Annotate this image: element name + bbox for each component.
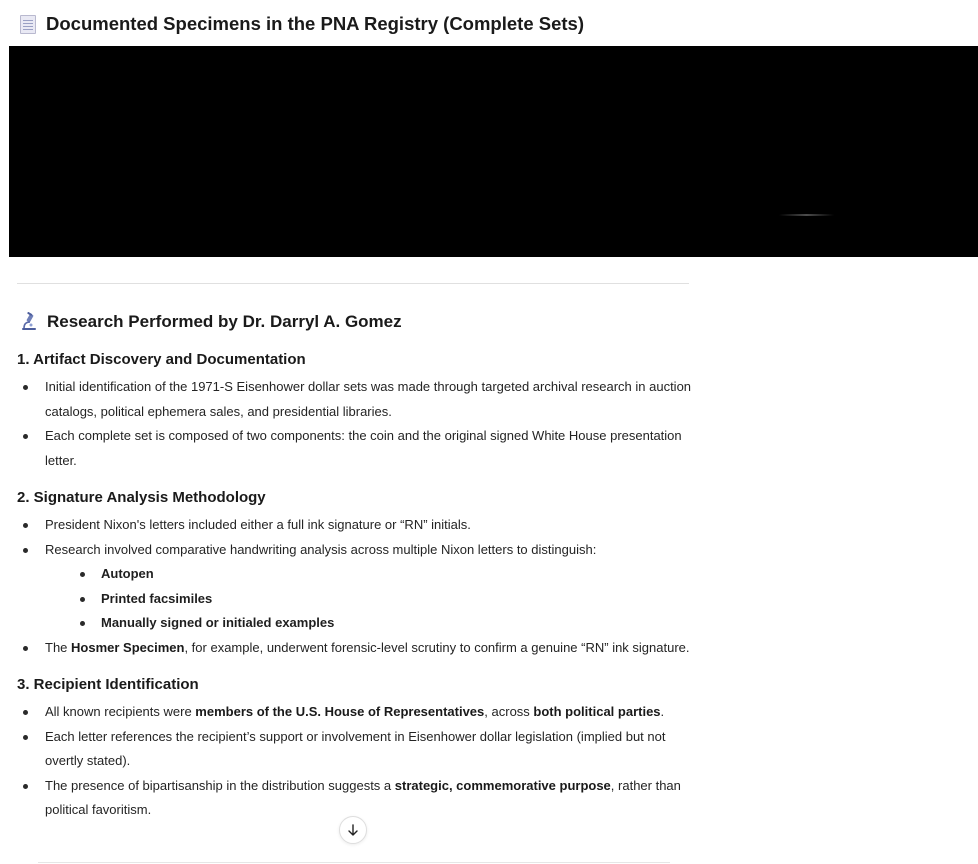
arrow-down-icon [346,823,360,837]
sub-bullet-list [45,562,697,636]
list-item: President Nixon's letters included either a full ink signature or “RN” initials. [17,513,697,538]
text-run: . [660,704,665,719]
bullet-list [17,375,697,473]
text-run: , across [484,704,534,719]
section-title-signature-analysis: 2. Signature Analysis Methodology [17,489,266,506]
list-item [17,636,697,661]
sub-list-item: Manually signed or initialed examples [45,611,697,636]
bullet-list [17,513,697,660]
research-section [17,310,697,823]
section-title-artifact-discovery: 1. Artifact Discovery and Documentation [17,351,306,368]
research-header [19,310,697,334]
text-run: The presence of bipartisanship in the distribution suggests a [45,777,395,793]
redacted-block [9,46,978,257]
section-title-recipient-identification: 3. Recipient Identification [17,676,199,693]
sub-list-item: Printed facsimiles [45,587,697,612]
bullet-list [17,700,697,823]
text-run: The [45,639,72,655]
section-divider [17,283,689,284]
sub-list-item: Autopen [45,562,697,587]
list-item [17,774,697,823]
list-item-text: Research involved comparative handwriting analysis across multiple Nixon letters to distinguish: [45,541,597,557]
redacted-glint [779,214,834,216]
bold-text: strategic, commemorative purpose [394,777,611,793]
list-item [17,538,697,636]
text-run: All known recipients were [45,704,196,719]
scroll-down-button[interactable] [339,816,367,844]
document-header [20,12,584,36]
text-run: , rather than political favoritism. [45,777,681,817]
list-item: Each complete set is composed of two components: the coin and the original signed White House presentation letter. [17,424,697,473]
bold-text: both political parties [533,704,661,719]
list-item: Each letter references the recipient’s support or involvement in Eisenhower dollar legislation (implied but not overtly stated). [17,725,697,774]
bold-text: members of the U.S. House of Representatives [195,704,485,719]
list-item: Initial identification of the 1971-S Eisenhower dollar sets was made through targeted archival research in auction catalogs, political ephemera sales, and presidential libraries. [17,375,697,424]
bottom-divider [38,862,670,863]
bold-text: Hosmer Specimen [71,639,185,655]
page-title: Documented Specimens in the PNA Registry (Complete Sets) [46,13,584,34]
text-run: , for example, underwent forensic-level scrutiny to confirm a genuine “RN” ink signature. [184,639,690,655]
list-item [17,700,697,725]
microscope-icon [19,312,39,332]
document-icon [20,15,36,34]
research-title: Research Performed by Dr. Darryl A. Gomez [47,312,402,331]
